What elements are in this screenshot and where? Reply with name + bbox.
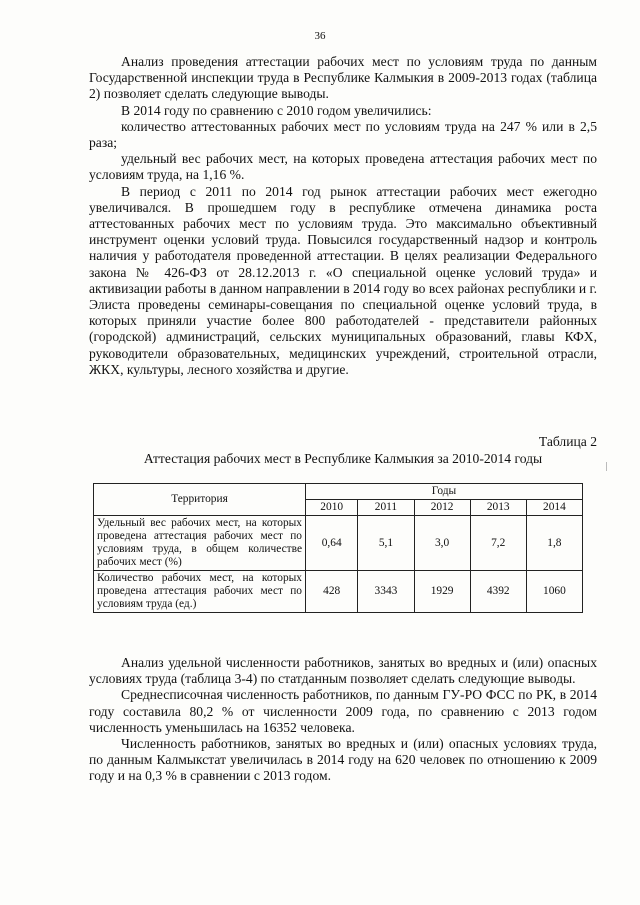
row-label-count: Количество рабочих мест, на которых проведена аттестация рабочих мест по условиям труда (ед.)	[94, 571, 306, 613]
body-text-bottom	[89, 655, 597, 785]
header-year: 2012	[414, 500, 470, 516]
table-cell: 1929	[414, 571, 470, 613]
paragraph-harmful-count: Численность работников, занятых во вредных и (или) опасных условиях труда, по данным Калмыкстат увеличилась в 2014 году на 620 человек по отношению к 2009 году и на 0,3 % в сравнении с 2013 годом.	[89, 736, 597, 784]
paragraph-headcount: Среднесписочная численность работников, по данным ГУ-РО ФСС по РК, в 2014 году составила 80,2 % от численности 2009 года, по сравнению с 2013 годом численность уменьшилась на 16352 человека.	[89, 687, 597, 735]
paragraph-increase-heading: В 2014 году по сравнению с 2010 годом увеличились:	[121, 102, 432, 118]
table-cell: 4392	[470, 571, 526, 613]
paragraph-harmful-analysis: Анализ удельной численности работников, занятых во вредных и (или) опасных условиях труда (таблица 3-4) по статданным позволяет сделать следующие выводы.	[89, 655, 597, 687]
paragraph-intro: Анализ проведения аттестации рабочих мест по условиям труда по данным Государственной инспекции труда в Республике Калмыкия в 2009-2013 годах (таблица 2) позволяет сделать следующие выводы.	[89, 54, 597, 102]
table-cell: 5,1	[358, 516, 414, 571]
table-header-row	[94, 484, 583, 500]
row-label-share: Удельный вес рабочих мест, на которых проведена аттестация рабочих мест по условиям труда, в общем количестве рабочих мест (%)	[94, 516, 306, 571]
attestation-table	[93, 483, 583, 613]
header-year: 2011	[358, 500, 414, 516]
scan-artifact	[606, 462, 607, 471]
table-cell: 3,0	[414, 516, 470, 571]
table-row	[94, 571, 583, 613]
paragraph-count-increase: количество аттестованных рабочих мест по условиям труда на 247 % или в 2,5 раза;	[89, 118, 597, 151]
table-cell: 7,2	[470, 516, 526, 571]
table-row	[94, 516, 583, 571]
paragraph-market-growth: В период с 2011 по 2014 год рынок аттестации рабочих мест ежегодно увеличивался. В прошедшем году в республике отмечена динамика роста аттестованных рабочих мест по условиям труда. Это максимально объективный инструмент оценки условий труда. Повысился государственный надзор и контроль наличия у работодателя проведенной аттестации. В целях реализации Федерального закона № 426-ФЗ от 28.12.2013 г. «О специальной оценке условий труда» и активизации работы в данном направлении в 2014 году во всех районах республики и г. Элиста проведены семинары-совещания по специальной оценке условий труда, в которых приняли участие более 800 работодателей - представители районных (городской) администраций, сельских муниципальных образований, главы КФХ, руководители образовательных, медицинских учреждений, строительной отрасли, ЖКХ, культуры, лесного хозяйства и другие.	[89, 183, 597, 377]
header-year: 2013	[470, 500, 526, 516]
page-number: 36	[314, 30, 326, 42]
header-years: Годы	[306, 484, 583, 500]
table-cell: 3343	[358, 571, 414, 613]
table-label: Таблица 2	[538, 434, 597, 449]
header-year: 2014	[526, 500, 582, 516]
table-cell: 1060	[526, 571, 582, 613]
table-title: Аттестация рабочих мест в Республике Калмыкия за 2010-2014 годы	[143, 451, 543, 466]
paragraph-share-increase: удельный вес рабочих мест, на которых проведена аттестация рабочих мест по условиям труда, на 1,16 %.	[89, 151, 597, 183]
header-year: 2010	[306, 500, 358, 516]
table-cell: 1,8	[526, 516, 582, 571]
body-text-top	[89, 54, 597, 378]
table-cell: 0,64	[306, 516, 358, 571]
header-territory: Территория	[94, 484, 306, 516]
table-cell: 428	[306, 571, 358, 613]
